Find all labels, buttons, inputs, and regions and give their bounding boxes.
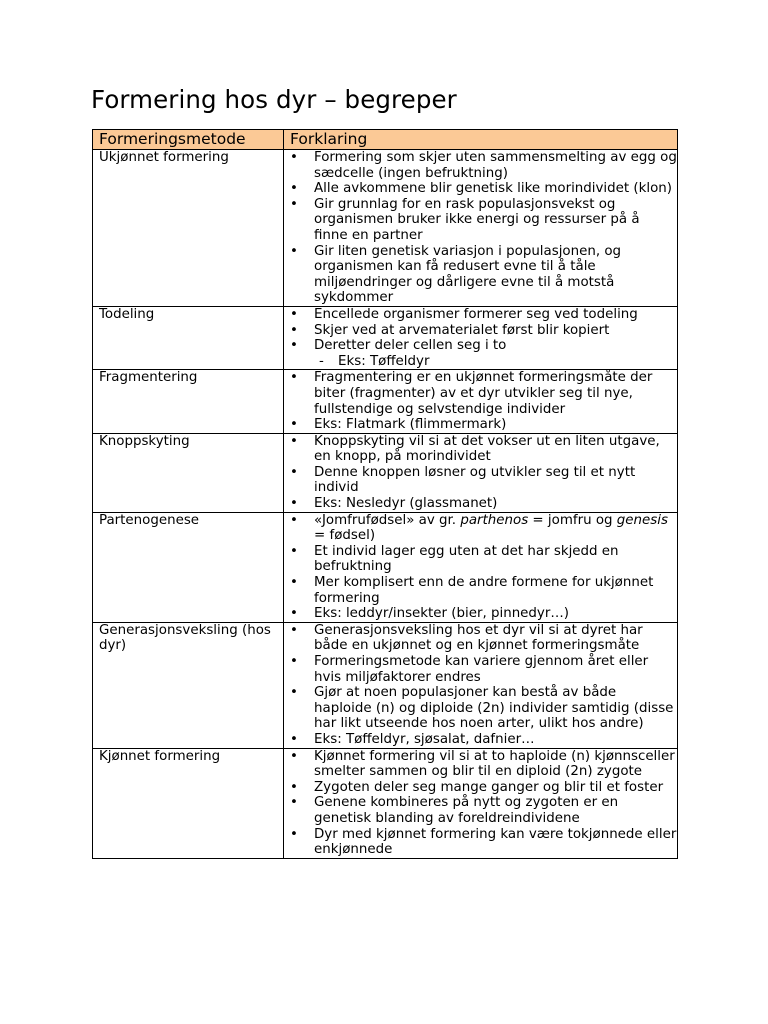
list-item — [290, 323, 677, 339]
list-item — [290, 434, 677, 465]
table-body — [93, 150, 678, 859]
bullet-marker: • — [290, 512, 298, 528]
table-row — [93, 512, 678, 622]
item-text: Eks: Nesledyr (glassmanet) — [314, 496, 498, 512]
item-text: Zygoten deler seg mange ganger og blir til et foster — [314, 779, 664, 795]
list-item — [290, 197, 677, 244]
explanation-cell — [284, 370, 678, 433]
item-text: Eks: Tøffeldyr, sjøsalat, dafnier… — [314, 731, 535, 747]
bullet-marker: • — [290, 795, 298, 811]
list-item — [290, 685, 677, 732]
list-item — [290, 244, 677, 306]
bullet-marker: • — [290, 243, 298, 259]
explanation-cell — [284, 748, 678, 858]
bullet-marker: • — [290, 685, 298, 701]
bullet-marker: • — [290, 370, 298, 386]
bullet-marker: • — [290, 779, 298, 795]
explanation-cell — [284, 512, 678, 622]
bullet-marker: • — [290, 654, 298, 669]
list-item — [290, 370, 677, 417]
method-cell: Todeling — [93, 306, 284, 369]
item-text: Eks: Tøffeldyr — [338, 353, 430, 369]
bullet-marker: • — [290, 622, 298, 638]
bullet-marker: • — [290, 748, 298, 764]
method-cell: Ukjønnet formering — [93, 150, 284, 307]
list-item — [290, 465, 677, 496]
list-item — [290, 749, 677, 780]
bullet-marker: • — [290, 322, 298, 338]
list-item — [290, 575, 677, 606]
item-text: Genene kombineres på nytt og zygoten er en genetisk blanding av foreldreindividene — [314, 795, 619, 826]
item-text: Eks: leddyr/insekter (bier, pinnedyr…) — [314, 606, 569, 622]
explanation-list — [290, 434, 677, 512]
item-text: Dyr med kjønnet formering kan være tokjønnede eller enkjønnede — [314, 826, 677, 858]
list-item — [290, 417, 677, 433]
list-item — [290, 307, 677, 323]
table-row — [93, 748, 678, 858]
table-row — [93, 306, 678, 369]
bullet-marker: • — [290, 181, 298, 197]
italic-term: parthenos — [460, 512, 529, 528]
table-row — [93, 370, 678, 433]
bullet-marker: • — [290, 417, 298, 433]
item-text: Gir grunnlag for en rask populasjonsvekst og organismen bruker ikke energi og ressurser på å finne en partner — [314, 196, 640, 243]
bullet-marker: • — [290, 826, 298, 842]
explanation-list — [290, 749, 677, 858]
item-text: «Jomfrufødsel» av gr. — [314, 512, 461, 528]
list-item — [290, 181, 677, 197]
method-cell: Fragmentering — [93, 370, 284, 433]
italic-term: genesis — [616, 512, 668, 528]
bullet-marker: • — [290, 150, 298, 165]
page-title: Formering hos dyr – begreper — [91, 85, 457, 114]
bullet-marker: • — [290, 433, 298, 449]
item-text: Encellede organismer formerer seg ved todeling — [314, 306, 638, 322]
explanation-cell — [284, 306, 678, 369]
list-item — [290, 150, 677, 181]
explanation-cell — [284, 150, 678, 307]
item-text: Mer komplisert enn de andre formene for ukjønnet formering — [314, 575, 654, 606]
item-text: Knoppskyting vil si at det vokser ut en liten utgave, en knopp, på morindividet — [314, 433, 660, 465]
table-header-row — [93, 130, 678, 150]
explanation-list — [290, 623, 677, 748]
item-text: Denne knoppen løsner og utvikler seg til et nytt individ — [314, 464, 636, 496]
table-row — [93, 622, 678, 748]
explanation-cell — [284, 622, 678, 748]
item-text: = fødsel) — [314, 528, 376, 544]
method-cell: Generasjonsveksling (hos dyr) — [93, 622, 284, 748]
item-text: Skjer ved at arvematerialet først blir kopiert — [314, 322, 610, 338]
bullet-marker: • — [290, 543, 298, 559]
bullet-marker: • — [290, 606, 298, 622]
list-item — [290, 496, 677, 512]
bullet-marker: • — [290, 731, 298, 747]
bullet-marker: • — [290, 196, 298, 212]
item-text: Deretter deler cellen seg i to — [314, 338, 507, 354]
list-item — [290, 732, 677, 748]
list-item — [290, 795, 677, 826]
explanation-list — [290, 370, 677, 432]
item-text: Formeringsmetode kan variere gjennom året eller hvis miljøfaktorer endres — [314, 654, 649, 685]
concept-table — [92, 129, 678, 859]
item-text: Kjønnet formering vil si at to haploide (n) kjønnsceller smelter sammen og blir til en diploid (2n) zygote — [314, 748, 675, 780]
list-item — [290, 513, 677, 544]
item-text: = jomfru og — [528, 512, 617, 528]
table-row — [93, 433, 678, 512]
item-text: Fragmentering er en ukjønnet formeringsmåte der biter (fragmenter) av et dyr utvikler seg til nye, fullstendige og selvstendige individer — [314, 370, 653, 417]
column-header-explanation: Forklaring — [284, 130, 678, 150]
list-item — [290, 338, 677, 354]
list-item — [290, 827, 677, 858]
list-item — [290, 544, 677, 575]
bullet-marker: • — [290, 496, 298, 512]
bullet-marker: • — [290, 338, 298, 354]
item-text: Gir liten genetisk variasjon i populasjonen, og organismen kan få redusert evne til å tåle miljøendringer og dårligere evne til å motstå sykdommer — [314, 243, 622, 306]
list-item — [290, 654, 677, 685]
item-text: Alle avkommene blir genetisk like morindividet (klon) — [314, 181, 673, 197]
explanation-list — [290, 513, 677, 622]
list-item — [290, 623, 677, 654]
list-item — [290, 354, 677, 370]
dash-marker: - — [319, 353, 324, 369]
list-item — [290, 780, 677, 796]
explanation-cell — [284, 433, 678, 512]
list-item — [290, 606, 677, 622]
method-cell: Kjønnet formering — [93, 748, 284, 858]
item-text: Generasjonsveksling hos et dyr vil si at dyret har både en ukjønnet og en kjønnet formeringsmåte — [314, 622, 643, 654]
bullet-marker: • — [290, 464, 298, 480]
bullet-marker: • — [290, 306, 298, 322]
table-row — [93, 150, 678, 307]
item-text: Formering som skjer uten sammensmelting av egg og sædcelle (ingen befruktning) — [314, 150, 677, 181]
method-cell: Partenogenese — [93, 512, 284, 622]
item-text: Eks: Flatmark (flimmermark) — [314, 417, 507, 433]
item-text: Et individ lager egg uten at det har skjedd en befruktning — [314, 543, 619, 575]
item-text: Gjør at noen populasjoner kan bestå av både haploide (n) og diploide (2n) individer samtidig (disse har likt utseende hos noen arter, ulikt hos andre) — [314, 685, 674, 732]
explanation-list — [290, 307, 677, 369]
explanation-list — [290, 150, 677, 306]
bullet-marker: • — [290, 575, 298, 591]
column-header-method: Formeringsmetode — [93, 130, 284, 150]
method-cell: Knoppskyting — [93, 433, 284, 512]
